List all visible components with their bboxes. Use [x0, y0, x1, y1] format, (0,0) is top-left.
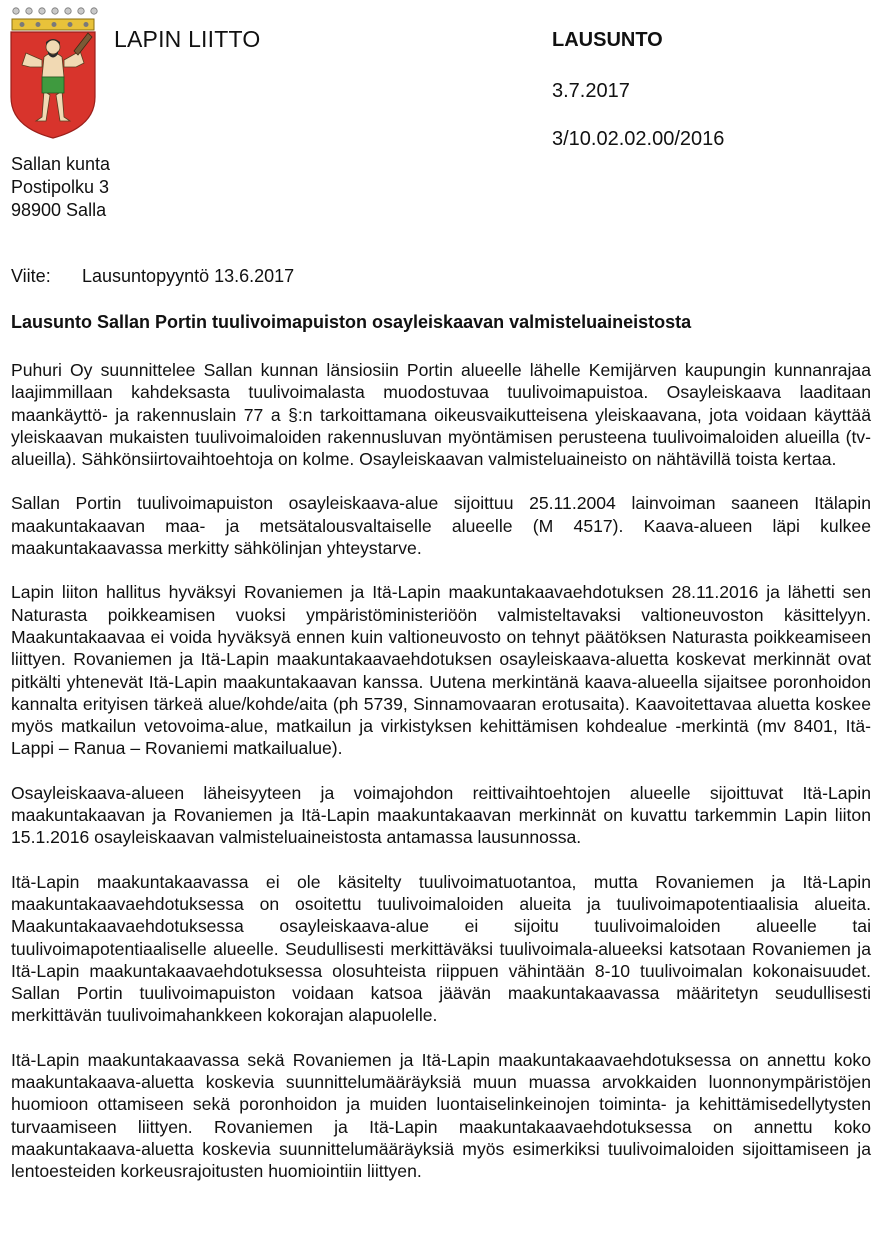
body-paragraph: Puhuri Oy suunnittelee Sallan kunnan länsiosiin Portin alueelle lähelle Kemijärven kaupungin kunnanrajaa laajimmillaan kahdeksasta tuulivoimalasta muodostuvaa tuulivoimapuistoa. Osayleiskaava laaditaan maankäyttö- ja rakennuslain 77 a §:n tarkoittamana oikeusvaikutteisena yleiskaavana, jota voidaan käyttää yleiskaavan mukaisten tuulivoimaloiden rakennusluvan myöntämisen perusteena tuulivoimaloiden alueilla (tv-alueilla). Sähkönsiirtovaihtoehtoja on kolme. Osayleiskaavan valmisteluaineisto on nähtävillä toista kertaa. [11, 360, 871, 470]
recipient-name: Sallan kunta [11, 154, 111, 174]
body-paragraph: Itä-Lapin maakuntakaavassa sekä Rovaniemen ja Itä-Lapin maakuntakaavaehdotuksessa on annettu koko maakuntakaava-aluetta koskevia suunnittelumääräyksiä muun muassa arvokkaiden luonnonympäristöjen huomioon ottamiseen sekä poronhoidon ja muiden luontaiselinkeinojen toiminta- ja kehittämisedellytysten turvaamiseen liittyen. Rovaniemen ja Itä-Lapin maakuntakaavaehdotuksessa on annettu koko maakuntakaava-aluetta koskevia suunnittelumääräyksiä myös esimerkiksi tuulivoimaloiden sijoittamiseen ja lentoesteiden korkeusrajoitusten huomiointiin liittyen. [11, 1049, 871, 1182]
organization-name: LAPIN LIITTO [114, 26, 261, 52]
document-body [11, 359, 871, 1205]
document-type: LAUSUNTO [552, 29, 663, 51]
reference-line [11, 266, 294, 287]
recipient-street: Postipolku 3 [11, 177, 110, 197]
body-paragraph: Itä-Lapin maakuntakaavassa ei ole käsitelty tuulivoimatuotantoa, mutta Rovaniemen ja Itä-Lapin maakuntakaavaehdotuksessa on osoitettu tuulivoimaloiden alueita ja tuulivoimapotentiaalisia alueita. Maakuntakaavaehdotuksessa osayleiskaava-alue ei sijoitu tuulivoimaloiden alueelle tai tuulivoimapotentiaaliselle alueelle. Seudullisesti merkittäväksi tuulivoimala-alueeksi katsotaan Rovaniemen ja Itä-Lapin maakuntakaavaehdotuksessa olosuhteista riippuen vähintään 8-10 tuulivoimalan kokonaisuudet. Sallan Portin tuulivoimapuiston voidaan katsoa jäävän maakuntakaavassa määritetyn seudullisesti merkittävän tuulivoimahankkeen kokorajan alapuolelle. [11, 871, 871, 1026]
coat-of-arms-logo [8, 5, 98, 139]
recipient-postal: 98900 Salla [11, 200, 107, 220]
body-paragraph: Lapin liiton hallitus hyväksyi Rovaniemen ja Itä-Lapin maakuntakaavaehdotuksen 28.11.2016 ja lähetti sen Naturasta poikkeamisen vuoksi ympäristöministeriöön valmisteltavaksi valtioneuvoston käsittelyyn. Maakuntakaavaa ei voida hyväksyä ennen kuin valtioneuvosto on tehnyt päätöksen Naturasta poikkeamiseen liittyen. Rovaniemen ja Itä-Lapin maakuntakaavaehdotuksen osayleiskaava-aluetta koskevat merkinnät ovat pitkälti yhtenevät Itä-Lapin maakuntakaavan kanssa. Uutena merkintänä kaava-alueella sijaitsee poronhoidon kannalta erityisen tärkeä alue/kohde/aita (ph 5739, Sinnamovaaran erotusaita). Kaavoitettavaa aluetta koskee myös matkailun vetovoima-alue, matkailun ja virkistyksen kehittämisen kohdealue -merkintä (mv 8401, Itä-Lappi – Ranua – Rovaniemi matkailualue). [11, 582, 871, 759]
subject-heading: Lausunto Sallan Portin tuulivoimapuiston osayleiskaavan valmisteluaineistosta [11, 312, 692, 332]
document-date: 3.7.2017 [552, 80, 630, 102]
recipient-address [11, 153, 110, 222]
reference-value: Lausuntopyyntö 13.6.2017 [82, 266, 295, 286]
body-paragraph: Osayleiskaava-alueen läheisyyteen ja voimajohdon reittivaihtoehtojen alueelle sijoittuvat Itä-Lapin maakuntakaavan ja Rovaniemen ja Itä-Lapin maakuntakaavan merkinnät on kuvattu tarkemmin Lapin liiton 15.1.2016 osayleiskaavan valmisteluaineistosta antamassa lausunnossa. [11, 782, 871, 848]
document-reference-number: 3/10.02.02.00/2016 [552, 128, 725, 150]
reference-label: Viite: [11, 266, 51, 286]
body-paragraph: Sallan Portin tuulivoimapuiston osayleiskaava-alue sijoittuu 25.11.2004 lainvoiman saaneen Itälapin maakuntakaavan maa- ja metsätalousvaltaiselle alueelle (M 4517). Kaava-alueen läpi kulkee maakuntakaavassa merkitty sähkölinjan yhteystarve. [11, 493, 871, 559]
